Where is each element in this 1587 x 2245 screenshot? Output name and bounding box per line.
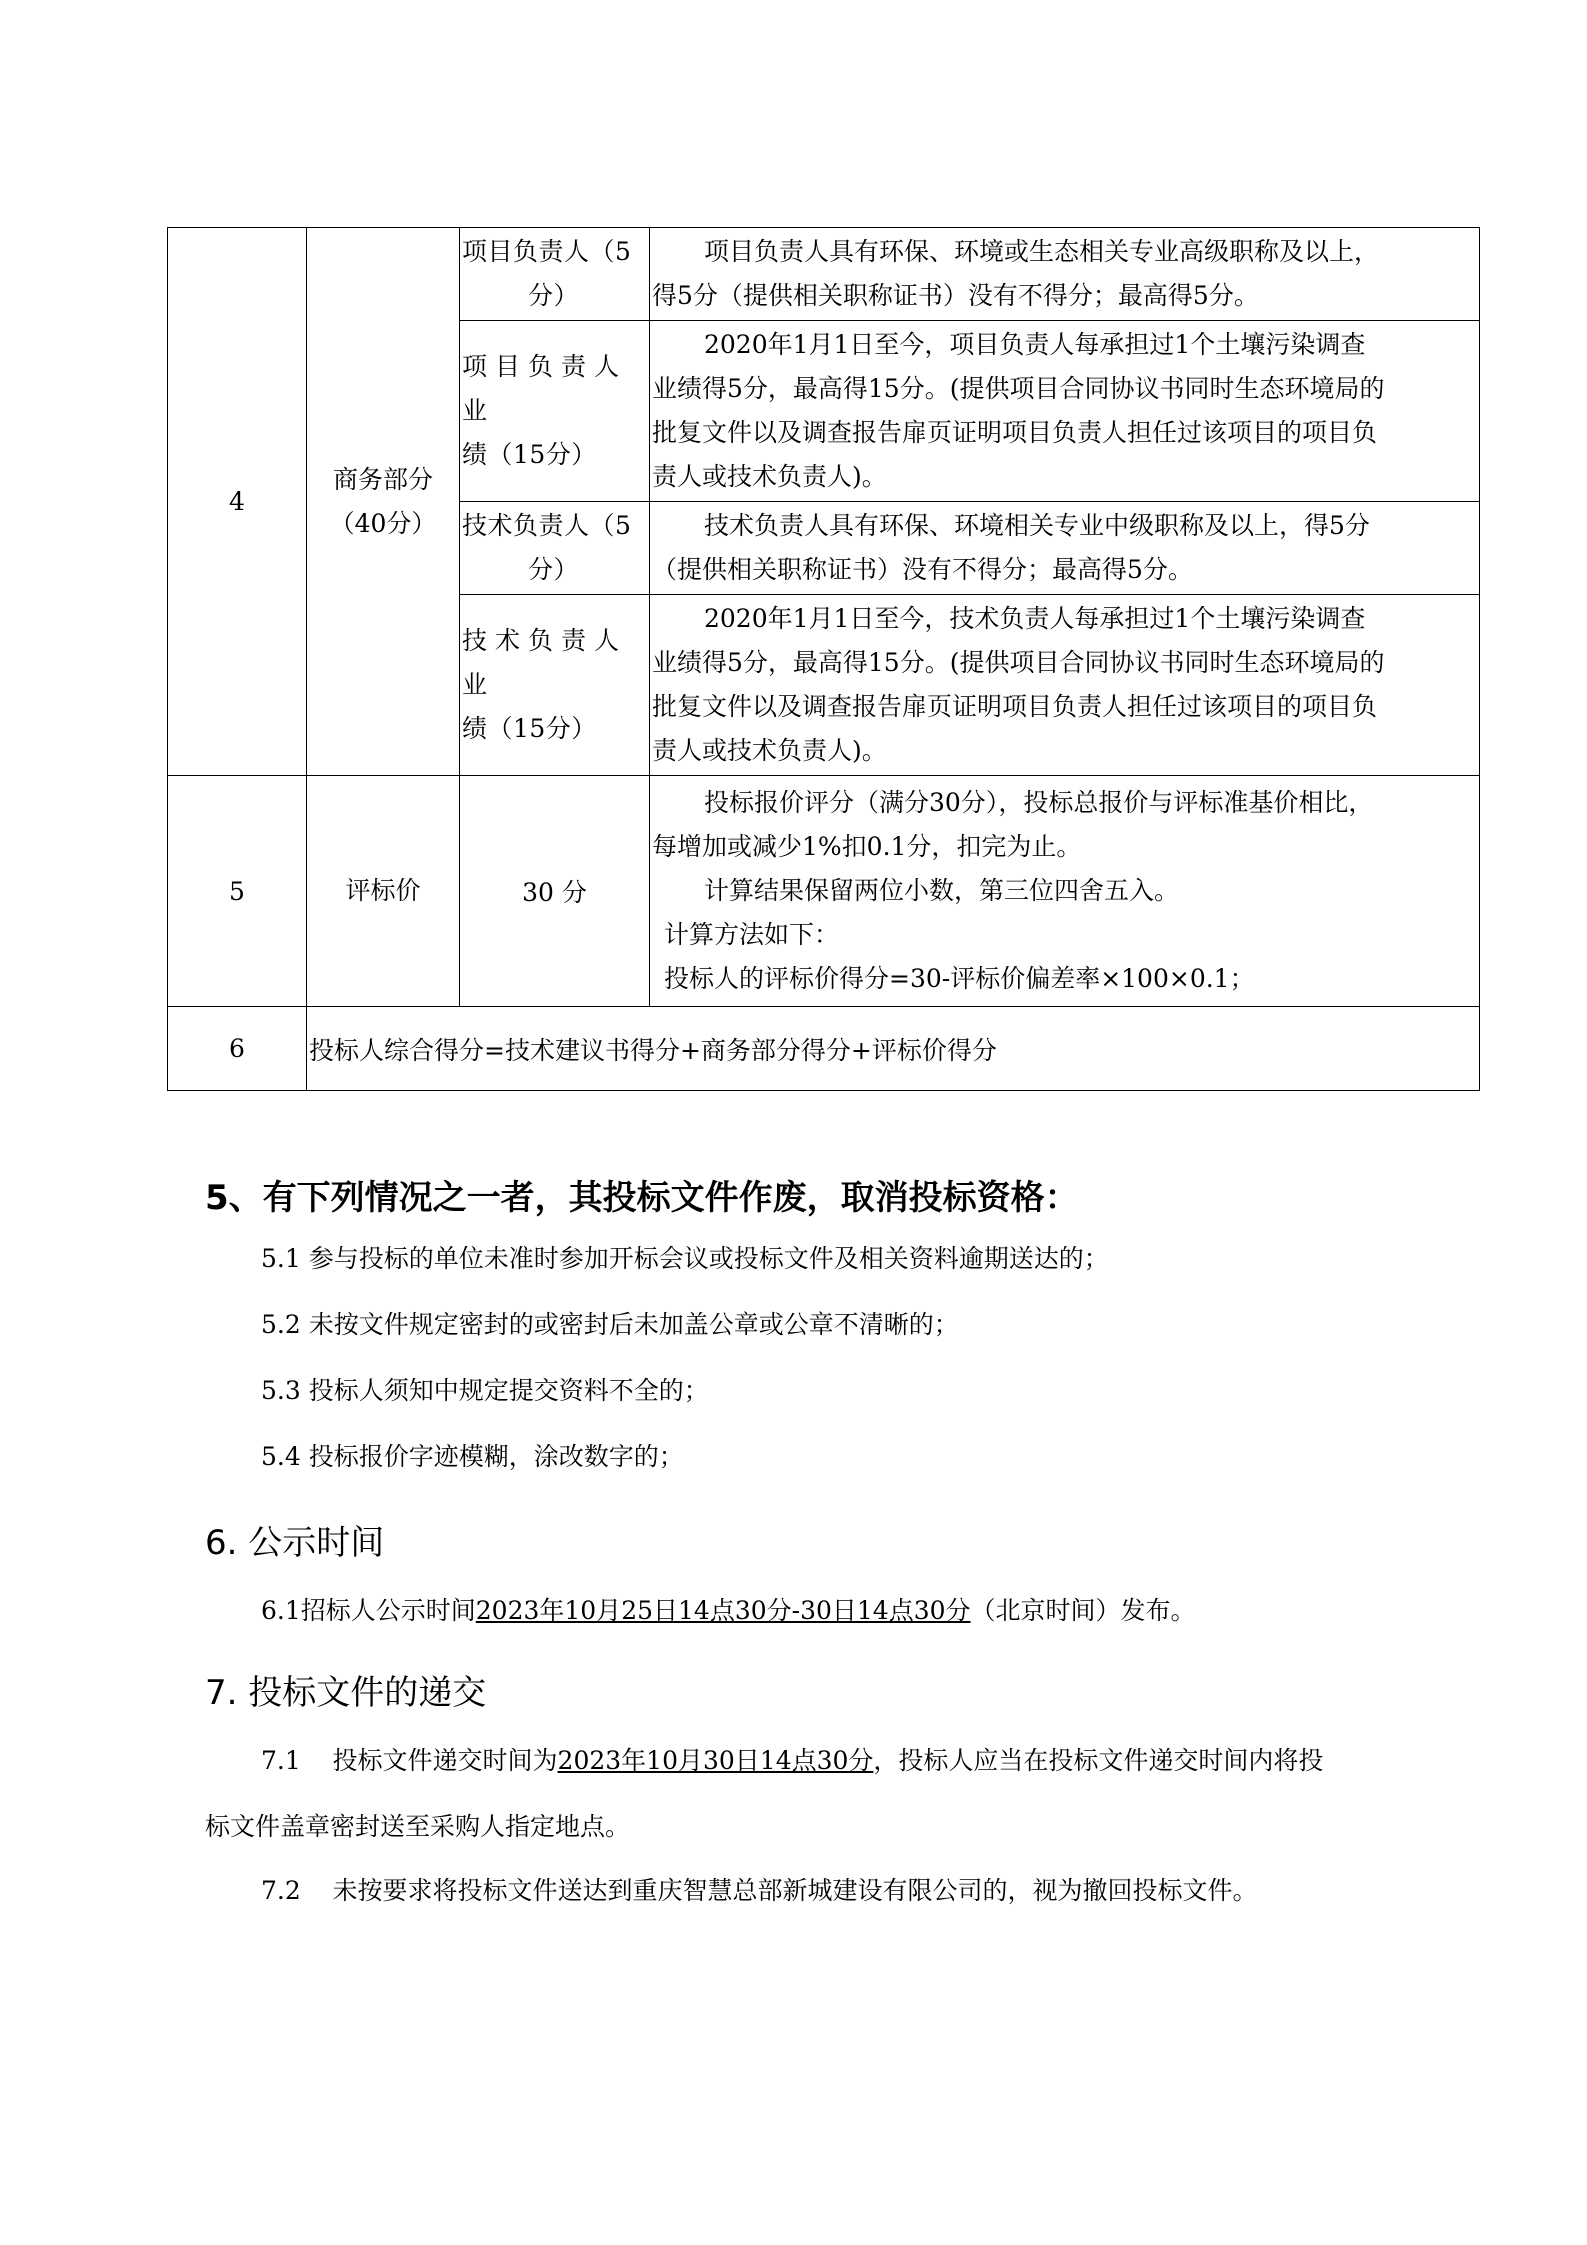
table-row	[168, 776, 1480, 1007]
list-item: 5.1 参与投标的单位未准时参加开标会议或投标文件及相关资料逾期送达的；	[261, 1244, 1109, 1273]
item-label: 分）	[527, 555, 579, 584]
description-line: 投标报价评分（满分30分），投标总报价与评标准基价相比，	[704, 788, 1374, 817]
category-line: （40分）	[329, 508, 437, 538]
text-span: 6.1招标人公示时间	[261, 1596, 476, 1625]
item-label: 技术负责人（5	[462, 511, 632, 540]
scoring-table	[167, 227, 1480, 1091]
description-line: 计算结果保留两位小数，第三位四舍五入。	[704, 876, 1180, 905]
submission-date: 2023年10月30日14点30分	[557, 1746, 874, 1775]
list-item: 5.3 投标人须知中规定提交资料不全的；	[261, 1376, 709, 1405]
description-line: 得5分（提供相关职称证书）没有不得分；最高得5分。	[652, 281, 1259, 310]
total-score-formula: 投标人综合得分=技术建议书得分+商务部分得分+评标价得分	[307, 1007, 1480, 1091]
item-label: 分）	[527, 281, 579, 310]
description-line: 责人或技术负责人)。	[652, 736, 887, 765]
row-number: 6	[168, 1007, 307, 1091]
description-line: （提供相关职称证书）没有不得分；最高得5分。	[652, 555, 1193, 584]
row-number: 5	[168, 776, 307, 1007]
section-heading: 7. 投标文件的递交	[205, 1673, 487, 1713]
item-label: 绩（15分）	[462, 440, 597, 469]
description-line: 技术负责人具有环保、环境相关专业中级职称及以上，得5分	[704, 511, 1370, 540]
description-line: 业绩得5分，最高得15分。(提供项目合同协议书同时生态环境局的	[652, 374, 1385, 403]
paragraph: 7.2 未按要求将投标文件送达到重庆智慧总部新城建设有限公司的，视为撤回投标文件。	[261, 1876, 1258, 1905]
description-cell	[650, 502, 1480, 595]
description-line: 批复文件以及调查报告扉页证明项目负责人担任过该项目的项目负	[652, 692, 1378, 721]
description-line: 计算方法如下：	[664, 920, 840, 949]
description-line: 批复文件以及调查报告扉页证明项目负责人担任过该项目的项目负	[652, 418, 1378, 447]
category-line: 商务部分	[332, 464, 433, 494]
description-line: 2020年1月1日至今，项目负责人每承担过1个土壤污染调查	[704, 330, 1366, 359]
description-line: 每增加或减少1%扣0.1分，扣完为止。	[652, 832, 1082, 861]
score-cell: 30 分	[460, 776, 650, 1007]
category-cell: 评标价	[307, 776, 460, 1007]
paragraph: 标文件盖章密封送至采购人指定地点。	[205, 1812, 631, 1841]
item-cell	[460, 321, 650, 502]
table-row	[168, 228, 1480, 321]
description-line: 项目负责人具有环保、环境或生态相关专业高级职称及以上，	[704, 237, 1380, 266]
item-cell	[460, 502, 650, 595]
text-span: ，投标人应当在投标文件递交时间内将投	[873, 1746, 1324, 1775]
item-label: 项目负责人（5	[462, 237, 632, 266]
description-cell	[650, 776, 1480, 1007]
row-number: 4	[168, 228, 307, 776]
category-cell	[307, 228, 460, 776]
description-line: 责人或技术负责人)。	[652, 462, 887, 491]
list-item: 5.4 投标报价字迹模糊，涂改数字的；	[261, 1442, 684, 1471]
description-line: 2020年1月1日至今，技术负责人每承担过1个土壤污染调查	[704, 604, 1366, 633]
description-cell	[650, 595, 1480, 776]
paragraph	[261, 1594, 1196, 1628]
description-cell	[650, 228, 1480, 321]
section-heading: 6. 公示时间	[205, 1523, 385, 1563]
item-label: 技术负责人业	[462, 626, 628, 699]
publicity-date: 2023年10月25日14点30分-30日14点30分	[475, 1596, 971, 1625]
list-item: 5.2 未按文件规定密封的或密封后未加盖公章或公章不清晰的；	[261, 1310, 959, 1339]
paragraph	[261, 1744, 1323, 1778]
item-label: 项目负责人业	[462, 352, 628, 425]
item-cell	[460, 595, 650, 776]
section-heading: 5、有下列情况之一者，其投标文件作废，取消投标资格：	[205, 1178, 1079, 1218]
description-cell	[650, 321, 1480, 502]
table-row	[168, 1007, 1480, 1091]
text-span: （北京时间）发布。	[970, 1596, 1196, 1625]
description-line: 业绩得5分，最高得15分。(提供项目合同协议书同时生态环境局的	[652, 648, 1385, 677]
description-line: 投标人的评标价得分=30-评标价偏差率×100×0.1；	[664, 964, 1255, 993]
item-cell	[460, 228, 650, 321]
item-label: 绩（15分）	[462, 714, 597, 743]
text-span: 7.1 投标文件递交时间为	[261, 1746, 558, 1775]
